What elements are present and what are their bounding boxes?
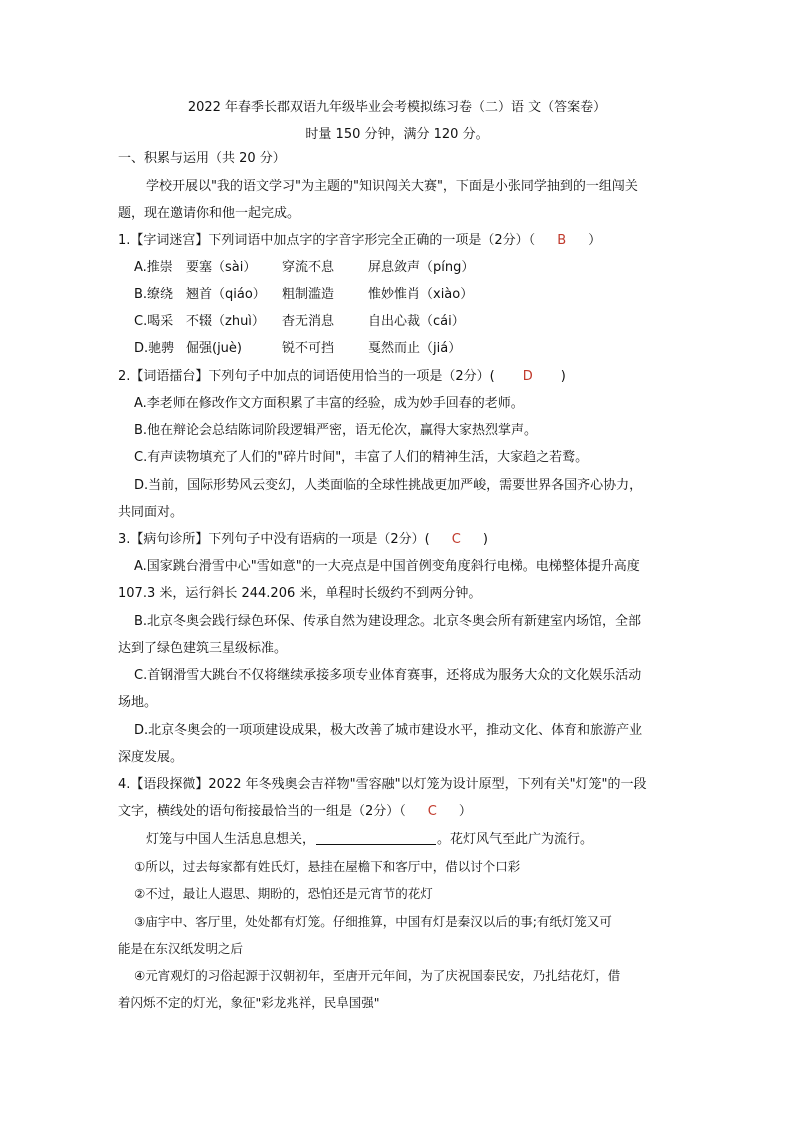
q4-answer: C [427, 804, 437, 819]
q1-answer: B [557, 233, 567, 248]
q1-option-d-word1: D.驰骋 [134, 341, 175, 356]
q1-option-d-word2: 倔强(juè) [186, 341, 242, 356]
q1-option-b-word1: B.缭绕 [134, 287, 174, 302]
q4-item-1: ①所以，过去每家都有姓氏灯，悬挂在屋檐下和客厅中，借以讨个口彩 [134, 859, 521, 874]
q4-item-3: ③庙宇中、客厅里，处处都有灯笼。仔细推算，中国有灯是秦汉以后的事;有纸灯笼又可 [134, 914, 612, 929]
q3-option-a-cont: 107.3 米，运行斜长 244.206 米，单程时长级约不到两分钟。 [118, 586, 482, 601]
q2-option-d-cont: 共同面对。 [118, 505, 184, 520]
q3-option-b: B.北京冬奥会践行绿色环保、传承自然为建设理念。北京冬奥会所有新建室内场馆，全部 [134, 614, 642, 629]
q1-close: ） [588, 233, 602, 248]
q1-option-d [134, 340, 461, 358]
q1-option-d-word4: 戛然而止（jiá） [368, 341, 462, 356]
q1-option-c-word2: 不辍（zhuì） [186, 314, 265, 329]
exam-subtitle: 时量 150 分钟，满分 120 分。 [305, 127, 489, 142]
q2-stem [118, 368, 566, 386]
q4-item-4-cont: 着闪烁不定的灯光，象征"彩龙兆祥，民阜国强" [118, 995, 380, 1010]
intro-line-1: 学校开展以"我的语文学习"为主题的"知识闯关大赛"，下面是小张同学抽到的一组闯关 [146, 179, 638, 194]
section-heading: 一、积累与运用（共 20 分） [118, 151, 286, 166]
q1-option-c-word3: 杳无消息 [282, 314, 335, 329]
q4-fill-blank [316, 832, 436, 845]
q2-option-c: C.有声读物填充了人们的"碎片时间"，丰富了人们的精神生活，大家趋之若鹜。 [134, 450, 589, 465]
intro-line-2: 题，现在邀请你和他一起完成。 [118, 206, 301, 221]
q3-stem [118, 531, 488, 549]
q3-option-b-cont: 达到了绿色建筑三星级标准。 [118, 641, 288, 656]
q4-passage [146, 831, 593, 849]
q4-item-4: ④元宵观灯的习俗起源于汉朝初年，至唐开元年间，为了庆祝国泰民安，乃扎结花灯，借 [134, 968, 621, 983]
q2-stem-text: 2.【词语擂台】下列句子中加点的词语使用恰当的一项是（2分）( [118, 369, 495, 384]
q2-option-a: A.李老师在修改作文方面积累了丰富的经验，成为妙手回春的老师。 [134, 396, 524, 411]
q4-item-3-cont: 能是在东汉纸发明之后 [118, 941, 244, 956]
q1-option-a [134, 259, 474, 277]
q3-answer: C [451, 532, 461, 547]
q1-option-b-word2: 翘首（qiáo） [186, 287, 266, 302]
q3-option-d-cont: 深度发展。 [118, 750, 184, 765]
q4-close: ） [458, 804, 472, 819]
exam-title: 2022 年春季长郡双语九年级毕业会考模拟练习卷（二）语 文（答案卷） [187, 100, 607, 115]
q1-option-b-word4: 惟妙惟肖（xiào） [368, 287, 474, 302]
q1-option-a-word4: 屏息敛声（píng） [368, 260, 475, 275]
q1-option-c-word4: 自出心裁（cái） [368, 314, 465, 329]
q4-passage-after: 。花灯风气至此广为流行。 [437, 832, 594, 847]
q4-stem-line-2 [118, 803, 472, 821]
q3-option-c-cont: 场地。 [118, 695, 158, 710]
q3-option-c: C.首钢滑雪大跳台不仅将继续承接多项专业体育赛事，还将成为服务大众的文化娱乐活动 [134, 668, 642, 683]
q3-option-d: D.北京冬奥会的一项项建设成果，极大改善了城市建设水平，推动文化、体育和旅游产业 [134, 723, 643, 738]
q3-stem-text: 3.【病句诊所】下列句子中没有语病的一项是（2分）( [118, 532, 430, 547]
q1-option-a-word3: 穿流不息 [282, 260, 335, 275]
q2-answer: D [522, 369, 533, 384]
q1-option-a-word2: 要塞（sài） [186, 260, 257, 275]
q1-stem [118, 232, 601, 250]
q1-option-c [134, 313, 465, 331]
q3-close: ) [482, 532, 488, 547]
q4-item-2: ②不过，最让人遐思、期盼的，恐怕还是元宵节的花灯 [134, 886, 433, 901]
q4-passage-before: 灯笼与中国人生活息息想关， [146, 832, 316, 847]
q1-option-b-word3: 粗制滥造 [282, 287, 335, 302]
q2-close: ) [560, 369, 566, 384]
q1-option-a-word1: A.推崇 [134, 260, 173, 275]
q4-stem-line-1: 4.【语段探微】2022 年冬残奥会吉祥物"雪容融"以灯笼为设计原型，下列有关"灯笼"的一段 [118, 777, 647, 792]
q1-stem-text: 1.【字词迷宫】下列词语中加点字的字音字形完全正确的一项是（2分）（ [118, 233, 536, 248]
q4-stem-text: 文字，横线处的语句衔接最恰当的一组是（2分）（ [118, 804, 406, 819]
q2-option-b: B.他在辩论会总结陈词阶段逻辑严密，语无伦次，赢得大家热烈掌声。 [134, 423, 538, 438]
q3-option-a: A.国家跳台滑雪中心"雪如意"的一大亮点是中国首例变角度斜行电梯。电梯整体提升高度 [134, 559, 640, 574]
q2-option-d: D.当前，国际形势风云变幻，人类面临的全球性挑战更加严峻，需要世界各国齐心协力， [134, 478, 643, 493]
q1-option-b [134, 286, 473, 304]
q1-option-c-word1: C.喝采 [134, 314, 174, 329]
q1-option-d-word3: 锐不可挡 [282, 341, 335, 356]
